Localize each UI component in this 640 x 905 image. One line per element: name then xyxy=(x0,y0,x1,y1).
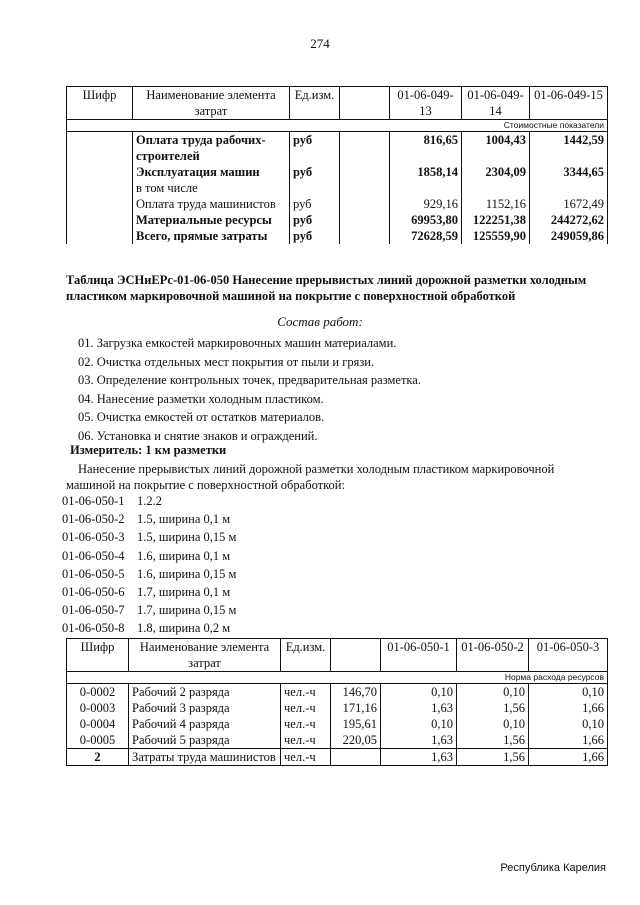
cell-code: 0-0005 xyxy=(67,732,129,749)
subheader: Стоимостные показатели xyxy=(67,120,608,132)
cell-price: 220,05 xyxy=(331,732,381,749)
cell-price xyxy=(340,164,390,180)
table-row xyxy=(67,164,608,180)
code-text: 1.2.2 xyxy=(137,494,162,508)
cost-table xyxy=(66,86,608,244)
cell-unit xyxy=(290,180,340,196)
work-list xyxy=(78,334,608,445)
cell-value: 1,56 xyxy=(457,732,529,749)
cell-value: 0,10 xyxy=(381,716,457,732)
cell-value: 0,10 xyxy=(529,684,608,701)
cell-value: 816,65 xyxy=(390,132,462,165)
table-row xyxy=(67,700,608,716)
cell-price xyxy=(340,228,390,244)
code-id: 01-06-050-6 xyxy=(62,585,125,600)
code-id: 01-06-050-3 xyxy=(62,530,125,545)
measure-unit: Измеритель: 1 км разметки xyxy=(70,443,227,457)
cell-value: 1152,16 xyxy=(462,196,530,212)
cell-unit: чел.-ч xyxy=(281,732,331,749)
table-row xyxy=(67,732,608,749)
list-item xyxy=(62,510,236,528)
list-item xyxy=(62,492,236,510)
code-id: 01-06-050-1 xyxy=(62,494,125,508)
cell-unit: руб xyxy=(290,164,340,180)
cell-value: 1004,43 xyxy=(462,132,530,165)
cell-value: 122251,38 xyxy=(462,212,530,228)
header-col-1: 01-06-049-13 xyxy=(390,87,462,120)
code-text: 1.5, ширина 0,1 м xyxy=(137,512,231,527)
cell-price: 195,61 xyxy=(331,716,381,732)
cell-value: 1,63 xyxy=(381,749,457,766)
cell-value: 1,63 xyxy=(381,700,457,716)
cell-value: 1442,59 xyxy=(530,132,608,165)
cell-name: Материальные ресурсы xyxy=(133,212,290,228)
cell-code xyxy=(67,132,133,165)
code-id: 01-06-050-7 xyxy=(62,603,125,618)
code-text: 1.8, ширина 0,2 м xyxy=(137,621,231,636)
cell-code xyxy=(67,180,133,196)
cell-unit: руб xyxy=(290,196,340,212)
code-id: 01-06-050-8 xyxy=(62,621,125,636)
table-header-row xyxy=(67,87,608,120)
table-row xyxy=(67,212,608,228)
list-item xyxy=(62,547,236,565)
header-code: Шифр xyxy=(67,639,129,672)
cell-value: 69953,80 xyxy=(390,212,462,228)
list-item xyxy=(62,565,236,583)
cell-name: Затраты труда машинистов xyxy=(129,749,281,766)
subheader: Норма расхода ресурсов xyxy=(67,672,608,684)
cell-code xyxy=(67,228,133,244)
cell-value: 1858,14 xyxy=(390,164,462,180)
table-row xyxy=(67,228,608,244)
cell-unit: руб xyxy=(290,212,340,228)
cell-value: 1,56 xyxy=(457,749,529,766)
header-name: Наименование элемента затрат xyxy=(129,639,281,672)
list-item xyxy=(62,619,236,637)
header-col-1: 01-06-050-1 xyxy=(381,639,457,672)
code-id: 01-06-050-5 xyxy=(62,566,125,581)
code-text: 1.6, ширина 0,15 м xyxy=(137,566,237,581)
cell-code: 0-0003 xyxy=(67,700,129,716)
cell-value xyxy=(530,180,608,196)
description-line: Нанесение прерывистых линий дорожной разметки холодным пластиком маркировочной xyxy=(78,462,555,476)
cell-value: 0,10 xyxy=(529,716,608,732)
cell-value: 0,10 xyxy=(381,684,457,701)
code-id: 01-06-050-4 xyxy=(62,548,125,563)
cell-value xyxy=(462,180,530,196)
list-item xyxy=(62,601,236,619)
cell-name: Рабочий 3 разряда xyxy=(129,700,281,716)
cell-unit: чел.-ч xyxy=(281,716,331,732)
work-heading: Состав работ: xyxy=(277,314,363,329)
code-list xyxy=(62,492,236,638)
cell-value: 3344,65 xyxy=(530,164,608,180)
cell-value: 2304,09 xyxy=(462,164,530,180)
table-subheader-row xyxy=(67,672,608,684)
cell-price: 146,70 xyxy=(331,684,381,701)
description xyxy=(66,461,608,493)
cell-value: 0,10 xyxy=(457,684,529,701)
cell-code: 0-0002 xyxy=(67,684,129,701)
cell-name: Рабочий 2 разряда xyxy=(129,684,281,701)
cell-value: 244272,62 xyxy=(530,212,608,228)
table-row xyxy=(67,196,608,212)
header-col-2: 01-06-049-14 xyxy=(462,87,530,120)
list-item: 03. Определение контрольных точек, предварительная разметка. xyxy=(78,373,421,387)
list-item: 06. Установка и снятие знаков и ограждений. xyxy=(78,428,318,443)
code-text: 1.7, ширина 0,15 м xyxy=(137,603,237,618)
cell-name: Рабочий 5 разряда xyxy=(129,732,281,749)
header-price xyxy=(331,639,381,672)
resource-table xyxy=(66,638,608,766)
header-unit: Ед.изм. xyxy=(290,87,340,120)
code-text: 1.7, ширина 0,1 м xyxy=(137,585,231,600)
cell-value xyxy=(390,180,462,196)
cell-code xyxy=(67,164,133,180)
list-item: 05. Очистка емкостей от остатков материалов. xyxy=(78,410,325,424)
cell-value: 249059,86 xyxy=(530,228,608,244)
cell-code xyxy=(67,212,133,228)
cell-price: 171,16 xyxy=(331,700,381,716)
cell-value: 125559,90 xyxy=(462,228,530,244)
description-line: машиной на покрытие с поверхностной обработкой: xyxy=(66,478,345,492)
cell-price xyxy=(340,180,390,196)
header-code: Шифр xyxy=(67,87,133,120)
cell-price xyxy=(340,196,390,212)
table-row xyxy=(67,749,608,766)
cell-value: 1,63 xyxy=(381,732,457,749)
table-title: Таблица ЭСНиЕРс-01-06-050 Нанесение прерывистых линий дорожной разметки холодным пластиком маркировочной машиной на покрытие с поверхностной обработкой xyxy=(66,273,587,303)
footer-region: Республика Карелия xyxy=(500,862,606,874)
table-row xyxy=(67,180,608,196)
cell-name: Оплата труда машинистов xyxy=(133,196,290,212)
code-id: 01-06-050-2 xyxy=(62,512,125,527)
page-number: 274 xyxy=(310,36,330,51)
cell-value: 1,66 xyxy=(529,732,608,749)
header-col-3: 01-06-050-3 xyxy=(529,639,608,672)
cell-name: Всего, прямые затраты xyxy=(133,228,290,244)
cell-value: 1,66 xyxy=(529,700,608,716)
cell-code: 0-0004 xyxy=(67,716,129,732)
cell-price xyxy=(340,212,390,228)
header-unit: Ед.изм. xyxy=(281,639,331,672)
cell-unit: чел.-ч xyxy=(281,749,331,766)
cell-code xyxy=(67,196,133,212)
table-row xyxy=(67,684,608,701)
list-item: 01. Загрузка емкостей маркировочных машин материалами. xyxy=(78,336,397,350)
header-price xyxy=(340,87,390,120)
list-item xyxy=(62,528,236,546)
cell-name: Эксплуатация машин xyxy=(133,164,290,180)
list-item: 04. Нанесение разметки холодным пластиком. xyxy=(78,391,324,406)
cell-unit: руб xyxy=(290,132,340,165)
cell-name: Оплата труда рабочих-строителей xyxy=(133,132,290,165)
table-subheader-row xyxy=(67,120,608,132)
cell-value: 1,56 xyxy=(457,700,529,716)
cell-value: 0,10 xyxy=(457,716,529,732)
list-item: 02. Очистка отдельных мест покрытия от пыли и грязи. xyxy=(78,354,375,369)
cell-value: 72628,59 xyxy=(390,228,462,244)
list-item xyxy=(62,583,236,601)
cell-price xyxy=(340,132,390,165)
cell-value: 1,66 xyxy=(529,749,608,766)
code-text: 1.5, ширина 0,15 м xyxy=(137,530,237,545)
cell-name: в том числе xyxy=(133,180,290,196)
cell-unit: руб xyxy=(290,228,340,244)
cell-price xyxy=(331,749,381,766)
cell-value: 929,16 xyxy=(390,196,462,212)
cell-code: 2 xyxy=(67,749,129,766)
header-col-2: 01-06-050-2 xyxy=(457,639,529,672)
cell-value: 1672,49 xyxy=(530,196,608,212)
header-name: Наименование элемента затрат xyxy=(133,87,290,120)
header-col-3: 01-06-049-15 xyxy=(530,87,608,120)
code-text: 1.6, ширина 0,1 м xyxy=(137,548,231,563)
table-row xyxy=(67,716,608,732)
table-header-row xyxy=(67,639,608,672)
cell-unit: чел.-ч xyxy=(281,700,331,716)
table-row xyxy=(67,132,608,165)
cell-unit: чел.-ч xyxy=(281,684,331,701)
cell-name: Рабочий 4 разряда xyxy=(129,716,281,732)
